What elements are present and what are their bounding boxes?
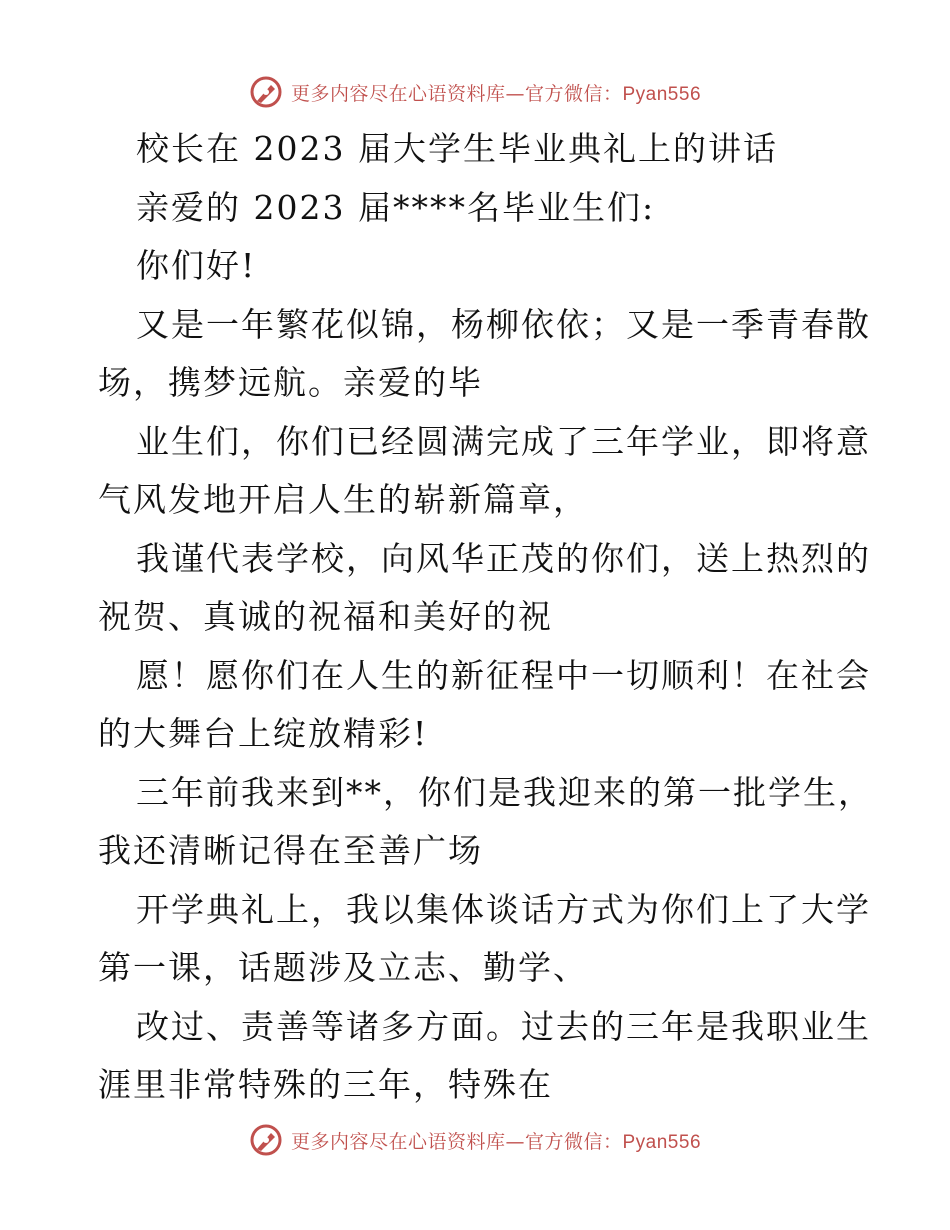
watermark-site: 更多内容尽在心语资料库 — [290, 82, 506, 105]
paragraph-line: 场，携梦远航。亲爱的毕 — [98, 363, 483, 402]
watermark-wechat: Pyan556 — [622, 1131, 702, 1153]
paragraph-line: 祝贺、真诚的祝福和美好的祝 — [98, 597, 553, 636]
paragraph-line: 气风发地开启人生的崭新篇章， — [98, 480, 588, 519]
watermark-site: 更多内容尽在心语资料库 — [290, 1130, 506, 1153]
paragraph-line: 三年前我来到**，你们是我迎来的第一批学生， — [136, 772, 873, 812]
paragraph-line: 开学典礼上，我以集体谈话方式为你们上了大学 — [136, 889, 871, 929]
watermark-dash: — — [505, 82, 525, 105]
paragraph-line: 的大舞台上绽放精彩! — [98, 714, 429, 753]
paragraph-line: 第一课，话题涉及立志、勤学、 — [98, 948, 588, 987]
paragraph-line: 我还清晰记得在至善广场 — [98, 831, 483, 870]
paragraph-line: 业生们，你们已经圆满完成了三年学业，即将意 — [136, 421, 871, 461]
watermark-label: 官方微信： — [524, 82, 623, 105]
salutation: 亲爱的 2023 届****名毕业生们: — [136, 187, 656, 227]
watermark-dash: — — [505, 1130, 525, 1153]
paragraph-line: 又是一年繁花似锦，杨柳依依；又是一季青春散 — [136, 304, 871, 344]
paragraph-line: 改过、责善等诸多方面。过去的三年是我职业生 — [136, 1006, 871, 1046]
header-watermark — [0, 72, 950, 112]
paragraph-line: 涯里非常特殊的三年，特殊在 — [98, 1065, 553, 1104]
paragraph-line: 我谨代表学校，向风华正茂的你们，送上热烈的 — [136, 538, 871, 578]
greeting: 你们好! — [136, 246, 257, 285]
watermark-label: 官方微信： — [524, 1130, 623, 1153]
watermark-text — [291, 79, 701, 106]
watermark-wechat: Pyan556 — [622, 83, 702, 105]
footer-watermark — [0, 1120, 950, 1160]
watermark-text — [291, 1127, 701, 1154]
pen-logo-icon — [249, 1123, 283, 1157]
document-title: 校长在 2023 届大学生毕业典礼上的讲话 — [136, 129, 778, 168]
paragraph-line: 愿！愿你们在人生的新征程中一切顺利！在社会 — [136, 655, 871, 695]
pen-logo-icon — [249, 75, 283, 109]
document-body — [98, 120, 873, 1115]
